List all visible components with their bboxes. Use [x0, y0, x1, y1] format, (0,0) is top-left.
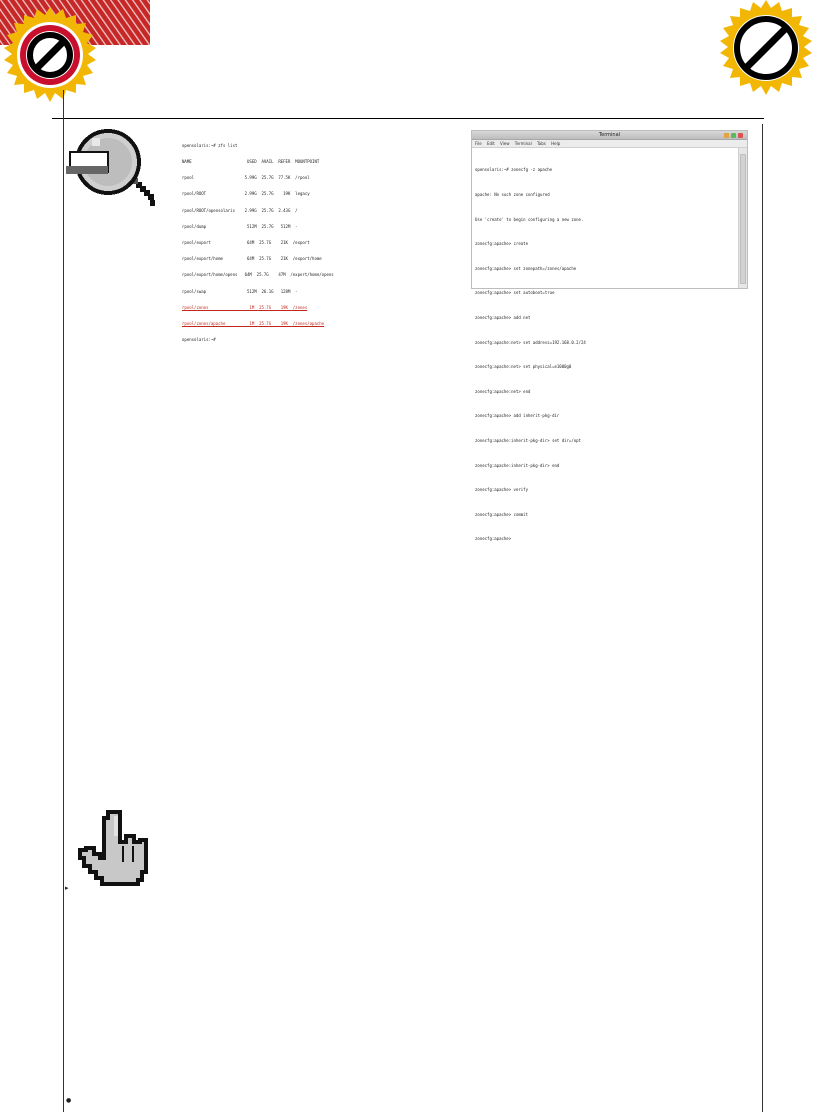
terminal-line: zonecfg:apache> set zonepath=/zones/apache	[475, 265, 577, 271]
bullet-marker: ●	[66, 1097, 72, 1104]
menu-view[interactable]: View	[500, 141, 510, 146]
window-scrollbar[interactable]	[738, 148, 747, 288]
terminal-line: zonecfg:apache> set autoboot=true	[475, 290, 555, 296]
terminal-line: rpool/export/home 64M 25.7G 21K /export/home	[182, 256, 322, 262]
menu-tabs[interactable]: Tabs	[536, 141, 546, 146]
maximize-button[interactable]	[731, 133, 736, 138]
zonecfg-output	[475, 150, 735, 560]
terminal-line: apache: No such zone configured	[475, 192, 550, 197]
window-menubar	[472, 140, 747, 148]
no-entry-sign-icon	[716, 0, 816, 100]
menu-file[interactable]: File	[475, 141, 482, 146]
window-titlebar[interactable]	[472, 131, 747, 140]
terminal-line: opensolaris:~# zonecfg -z apache	[475, 167, 553, 173]
terminal-line: rpool/export 64M 25.7G 21K /export	[182, 240, 310, 246]
bullet-marker: ▸	[65, 884, 69, 892]
menu-help[interactable]: Help	[551, 141, 561, 146]
terminal-line: rpool/ROOT/opensolaris 2.99G 25.7G 2.43G /	[182, 207, 298, 213]
terminal-line: zonecfg:apache:net> set address=192.168.0.2/24	[475, 339, 586, 345]
terminal-line: rpool/dump 512M 25.7G 512M -	[182, 223, 298, 229]
menu-terminal[interactable]: Terminal	[514, 141, 532, 146]
terminal-line: Use 'create' to begin configuring a new zone.	[475, 216, 584, 222]
terminal-line: zonecfg:apache:net> set physical=e1000g0	[475, 364, 572, 370]
pointing-hand-icon	[74, 808, 150, 886]
minimize-button[interactable]	[724, 133, 729, 138]
terminal-line: zonecfg:apache>	[475, 536, 512, 542]
magnifying-glass-icon	[66, 126, 158, 212]
left-margin-rule	[63, 90, 64, 1112]
scrollbar-thumb[interactable]	[740, 154, 746, 284]
zfs-list-output	[182, 132, 452, 343]
terminal-line: zonecfg:apache> verify	[475, 487, 528, 493]
terminal-line: rpool/ROOT 2.99G 25.7G 19K legacy	[182, 191, 310, 197]
terminal-line: opensolaris:~#	[182, 337, 216, 343]
terminal-line: zonecfg:apache> commit	[475, 511, 528, 517]
terminal-line-highlighted: rpool/zones/apache 1M 25.7G 19K /zones/apache	[182, 321, 325, 327]
terminal-line: NAME USED AVAIL REFER MOUNTPOINT	[182, 159, 320, 165]
header-rule	[52, 118, 764, 119]
menu-edit[interactable]: Edit	[486, 141, 495, 146]
right-margin-rule	[762, 124, 763, 1112]
no-entry-sign-icon	[0, 5, 100, 105]
terminal-line: zonecfg:apache> create	[475, 241, 528, 247]
terminal-line: rpool/export/home/opens 64M 25.7G 47M /export/home/opens	[182, 272, 334, 278]
terminal-body[interactable]	[472, 148, 738, 542]
terminal-line: zonecfg:apache> add net	[475, 314, 531, 320]
terminal-line: rpool 5.99G 25.7G 77.5K /rpool	[182, 175, 310, 181]
close-button[interactable]	[738, 133, 743, 138]
terminal-line: opensolaris:~# zfs list	[182, 142, 238, 148]
terminal-line: rpool/swap 512M 26.1G 128M -	[182, 288, 298, 294]
terminal-line: zonecfg:apache:inherit-pkg-dir> end	[475, 462, 560, 468]
terminal-line: zonecfg:apache> add inherit-pkg-dir	[475, 413, 560, 419]
terminal-window	[471, 130, 748, 542]
terminal-line-highlighted: rpool/zones 1M 25.7G 19K /zones	[182, 304, 308, 310]
window-title: Terminal	[598, 132, 621, 138]
terminal-line: zonecfg:apache:net> end	[475, 388, 531, 394]
terminal-line: zonecfg:apache:inherit-pkg-dir> set dir=/opt	[475, 437, 581, 443]
